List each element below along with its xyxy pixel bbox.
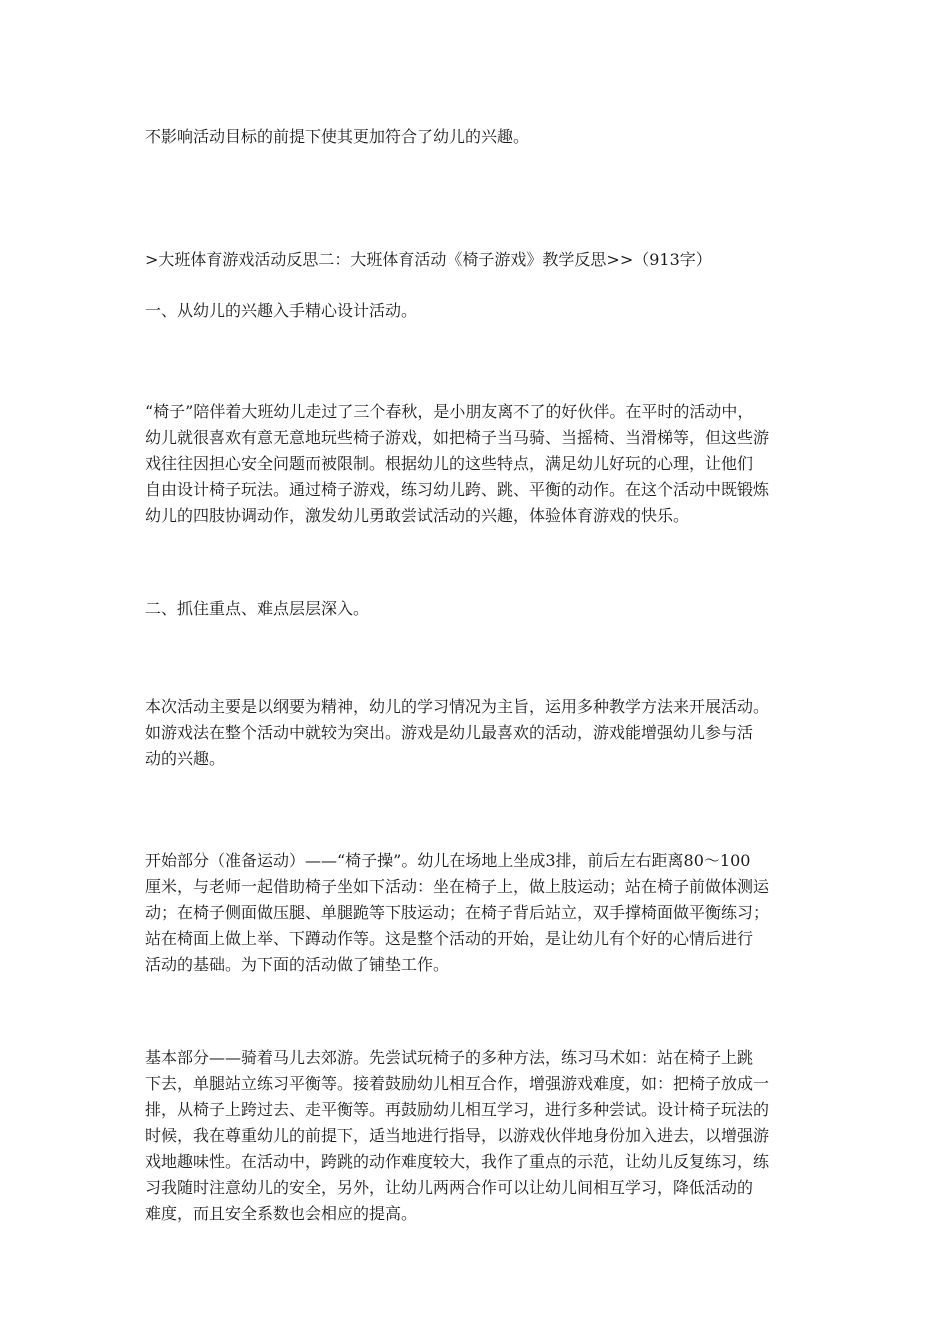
article-title [145, 247, 817, 273]
basic-paragraph [145, 1045, 817, 1227]
text-line: 活动的基础。为下面的活动做了铺垫工作。 [145, 955, 450, 974]
text-line: 厘米，与老师一起借助椅子坐如下活动：坐在椅子上，做上肢运动；站在椅子前做体测运 [145, 877, 770, 896]
text-line: 基本部分——骑着马儿去郊游。先尝试玩椅子的多种方法，练习马术如：站在椅子上跳 [145, 1048, 754, 1067]
text-line: 二、抓住重点、难点层层深入。 [145, 599, 370, 618]
text-line: 幼儿就很喜欢有意无意地玩些椅子游戏，如把椅子当马骑、当摇椅、当滑梯等，但这些游 [145, 428, 770, 447]
text-line: 不影响活动目标的前提下使其更加符合了幼儿的兴趣。 [145, 127, 530, 146]
text-line: 一、从幼儿的兴趣入手精心设计活动。 [145, 301, 418, 320]
text-line: 幼儿的四肢协调动作，激发幼儿勇敢尝试活动的兴趣，体验体育游戏的快乐。 [145, 506, 690, 525]
text-line: “椅子”陪伴着大班幼儿走过了三个春秋，是小朋友离不了的好伙伴。在平时的活动中， [145, 402, 754, 421]
section1-heading [145, 298, 817, 324]
text-line: >大班体育游戏活动反思二：大班体育活动《椅子游戏》教学反思>>（913字） [145, 250, 712, 269]
section2-paragraph [145, 694, 817, 772]
text-line: 时候，我在尊重幼儿的前提下，适当地进行指导，以游戏伙伴地身份加入进去，以增强游 [145, 1126, 770, 1145]
text-line: 开始部分（准备运动）——“椅子操”。幼儿在场地上坐成3排，前后左右距离80～100 [145, 851, 751, 870]
text-line: 本次活动主要是以纲要为精神，幼儿的学习情况为主旨，运用多种教学方法来开展活动。 [145, 697, 770, 716]
text-line: 站在椅面上做上举、下蹲动作等。这是整个活动的开始，是让幼儿有个好的心情后进行 [145, 929, 754, 948]
text-line: 自由设计椅子玩法。通过椅子游戏，练习幼儿跨、跳、平衡的动作。在这个活动中既锻炼 [145, 480, 770, 499]
text-line: 如游戏法在整个活动中就较为突出。游戏是幼儿最喜欢的活动，游戏能增强幼儿参与活 [145, 723, 754, 742]
text-line: 戏往往因担心安全问题而被限制。根据幼儿的这些特点，满足幼儿好玩的心理，让他们 [145, 454, 754, 473]
text-line: 动的兴趣。 [145, 749, 226, 768]
intro-tail-text [145, 124, 817, 150]
text-line: 动；在椅子侧面做压腿、单腿跪等下肢运动；在椅子背后站立，双手撑椅面做平衡练习； [145, 903, 770, 922]
section1-paragraph [145, 399, 817, 529]
warmup-paragraph [145, 848, 817, 978]
text-line: 习我随时注意幼儿的安全，另外，让幼儿两两合作可以让幼儿间相互学习，降低活动的 [145, 1178, 754, 1197]
text-line: 下去，单腿站立练习平衡等。接着鼓励幼儿相互合作，增强游戏难度，如：把椅子放成一 [145, 1074, 770, 1093]
text-line: 戏地趣味性。在活动中，跨跳的动作难度较大，我作了重点的示范，让幼儿反复练习，练 [145, 1152, 770, 1171]
section2-heading [145, 596, 817, 622]
text-line: 难度，而且安全系数也会相应的提高。 [145, 1204, 418, 1223]
text-line: 排，从椅子上跨过去、走平衡等。再鼓励幼儿相互学习，进行多种尝试。设计椅子玩法的 [145, 1100, 770, 1119]
